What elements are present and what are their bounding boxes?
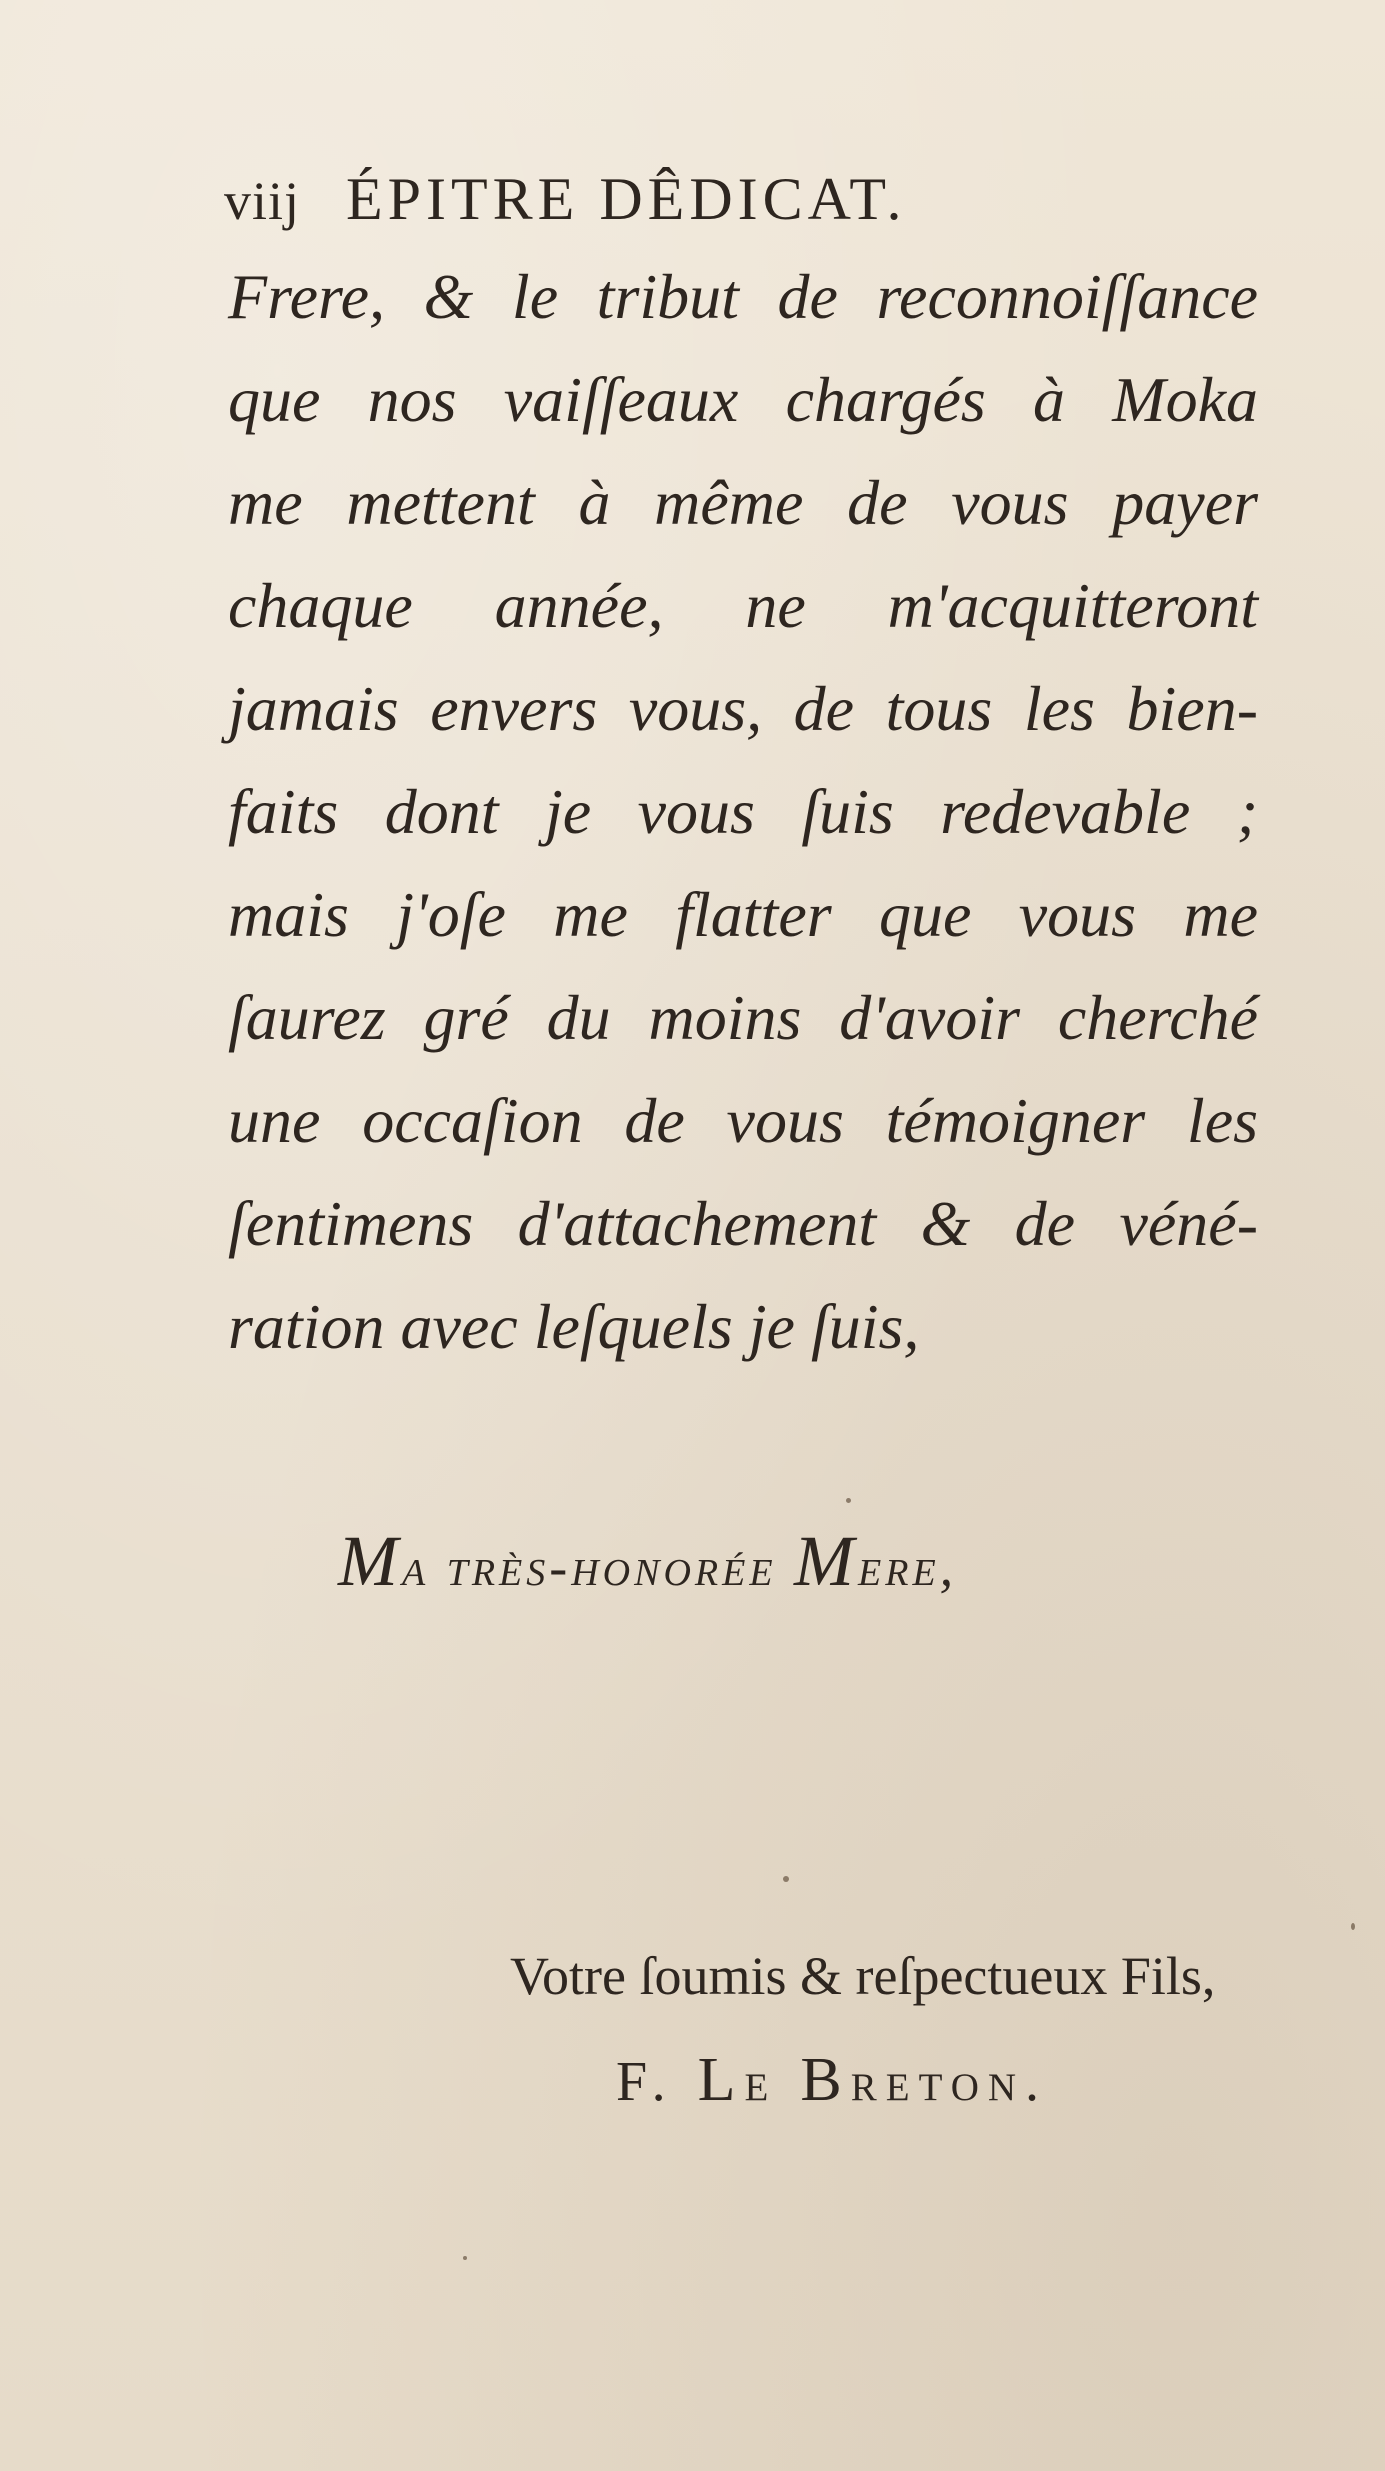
text-line: ſentimens d'attachement & de véné-	[228, 1188, 1258, 1259]
text-line: Frere, & le tribut de reconnoiſſance	[228, 261, 1258, 332]
running-title: ÉPITRE DÊDICAT.	[346, 166, 907, 232]
signature-rest: reton.	[850, 2051, 1049, 2113]
text-line: mais j'oſe me flatter que vous me	[228, 879, 1258, 950]
salutation-words: a très-honorée	[401, 1537, 795, 1597]
paper-speck	[463, 2256, 467, 2260]
text-line: ſaurez gré du moins d'avoir cherché	[228, 982, 1258, 1053]
page-number: viij	[224, 171, 301, 231]
running-head	[224, 165, 1224, 245]
text-line: ration avec leſquels je ſuis,	[228, 1291, 920, 1362]
paper-speck	[783, 1876, 789, 1882]
signature-cap: B	[800, 2046, 851, 2114]
text-line: que nos vaiſſeaux chargés à Moka	[228, 364, 1258, 435]
signature-cap: L	[697, 2046, 745, 2114]
text-line: chaque année, ne m'acquitteront	[228, 570, 1258, 641]
text-line: faits dont je vous ſuis redevable ;	[228, 776, 1258, 847]
salutation-words: ere,	[858, 1537, 958, 1597]
signature-initial: F.	[616, 2051, 675, 2113]
body-text	[228, 245, 1258, 1378]
paper-speck	[1351, 1923, 1355, 1930]
closing-formula: Votre ſoumis & reſpectueux Fils,	[510, 1946, 1216, 2006]
salutation	[338, 1520, 1258, 1603]
salutation-initial: M	[794, 1521, 859, 1601]
salutation-initial: M	[338, 1521, 402, 1601]
text-line: jamais envers vous, de tous les bien-	[228, 673, 1258, 744]
signature	[616, 2045, 1256, 2116]
signature-rest: e	[744, 2051, 778, 2113]
paper-speck	[846, 1498, 851, 1503]
text-line: me mettent à même de vous payer	[228, 467, 1258, 538]
text-line: une occaſion de vous témoigner les	[228, 1085, 1258, 1156]
